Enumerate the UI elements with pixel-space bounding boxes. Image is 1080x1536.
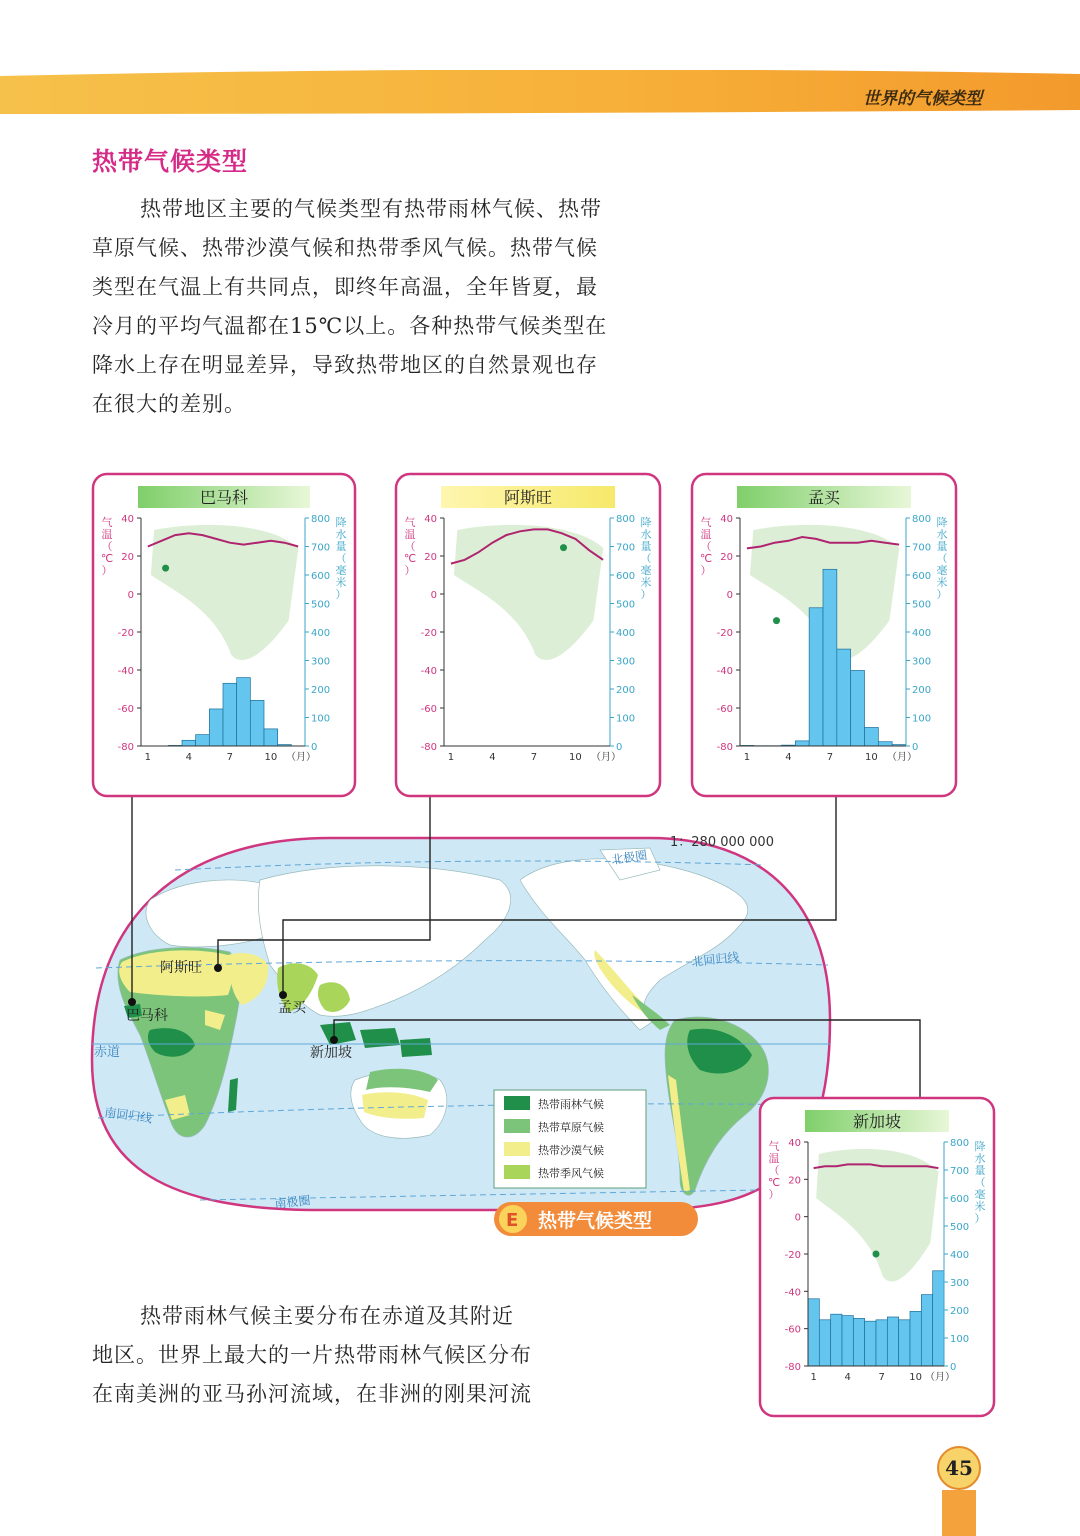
precip-tick-label: 100 xyxy=(950,1334,970,1345)
month-tick-label: 7 xyxy=(226,752,234,763)
precip-tick-label: 600 xyxy=(311,571,331,582)
precip-axis-label xyxy=(937,515,948,601)
precip-axis-label-glyph: ） xyxy=(974,1212,986,1225)
precip-tick-label: 500 xyxy=(311,599,331,611)
precip-axis-label-glyph: ） xyxy=(936,588,948,601)
temp-tick-label: 20 xyxy=(121,552,134,563)
precip-axis-label-glyph: 毫 xyxy=(335,564,347,577)
month-unit-label: （月） xyxy=(591,752,621,763)
month-tick-label: 1 xyxy=(144,752,152,763)
temp-tick-label: 20 xyxy=(720,552,733,563)
antarctic-circle-label: 南极圈 xyxy=(273,1193,312,1211)
precip-bar xyxy=(808,1299,819,1366)
temp-tick-label: -80 xyxy=(420,742,437,753)
precip-tick-label: 700 xyxy=(950,1166,970,1177)
temp-tick-label: 40 xyxy=(121,514,134,525)
month-tick-label: 7 xyxy=(878,1372,885,1383)
temp-axis-label-glyph: 气 xyxy=(101,516,113,529)
equator-label: 赤道 xyxy=(94,1045,121,1060)
temp-tick-label: -40 xyxy=(117,666,134,677)
legend-label-rainforest: 热带雨林气候 xyxy=(538,1098,604,1111)
precip-axis-label-glyph: 水 xyxy=(335,528,347,541)
month-unit-label: （月） xyxy=(286,752,316,763)
precip-bar xyxy=(887,1317,898,1366)
precip-bar xyxy=(910,1311,921,1366)
city-label-singapore: 新加坡 xyxy=(310,1045,352,1061)
temp-axis-label-glyph: ） xyxy=(101,564,113,577)
precip-tick-label: 800 xyxy=(616,514,636,525)
bottom-line: 在南美洲的亚马孙河流域，在非洲的刚果河流 xyxy=(92,1382,532,1406)
temp-tick-label: 0 xyxy=(726,590,733,601)
precip-bar xyxy=(876,1320,887,1366)
month-tick-label: 10 xyxy=(909,1372,923,1383)
temp-tick-label: -20 xyxy=(117,628,134,639)
precip-bar xyxy=(842,1316,853,1366)
page-tab xyxy=(942,1490,976,1536)
climate-chart-2 xyxy=(692,474,956,796)
precip-tick-label: 200 xyxy=(311,685,331,696)
temp-axis-label-glyph: （ xyxy=(700,540,712,553)
month-tick-label: 4 xyxy=(844,1372,851,1383)
precip-tick-label: 500 xyxy=(616,599,636,611)
precip-tick-label: 200 xyxy=(616,685,636,696)
precip-bar xyxy=(865,1321,876,1366)
month-unit-label: （月） xyxy=(887,752,917,763)
temp-axis-label-glyph: 温 xyxy=(101,528,113,541)
precip-tick-label: 0 xyxy=(950,1362,957,1373)
climate-chart-0 xyxy=(93,474,355,796)
precip-axis-label-glyph: 量 xyxy=(640,540,652,553)
temp-axis-label-glyph: ） xyxy=(768,1188,780,1201)
precip-bar xyxy=(933,1271,944,1366)
precip-tick-label: 500 xyxy=(950,1222,970,1233)
precip-axis-label xyxy=(641,515,652,601)
precip-axis-label-glyph: ） xyxy=(335,588,347,601)
chart-title: 巴马科 xyxy=(199,488,249,507)
precip-bar xyxy=(809,608,823,746)
precip-tick-label: 100 xyxy=(311,713,331,725)
temp-axis-label-glyph: 温 xyxy=(700,528,712,541)
precip-bar xyxy=(831,1314,842,1366)
precip-tick-label: 200 xyxy=(950,1306,970,1317)
legend-label-desert: 热带沙漠气候 xyxy=(538,1144,604,1157)
precip-bar xyxy=(196,735,210,746)
precip-axis-label-glyph: 毫 xyxy=(936,564,948,577)
precip-tick-label: 0 xyxy=(311,742,318,753)
bottom-line: 地区。世界上最大的一片热带雨林气候区分布 xyxy=(92,1343,532,1367)
precip-axis-label-glyph: 量 xyxy=(936,540,948,553)
temp-axis-label xyxy=(404,515,416,577)
precip-axis-label-glyph: （ xyxy=(936,552,948,565)
precip-bar xyxy=(237,678,251,746)
intro-line: 冷月的平均气温都在15℃以上。各种热带气候类型在 xyxy=(92,314,608,338)
temp-tick-label: 0 xyxy=(430,590,437,601)
month-tick-label: 7 xyxy=(530,752,538,763)
precip-tick-label: 300 xyxy=(616,656,636,668)
temp-tick-label: 40 xyxy=(788,1138,801,1149)
precip-axis-label-glyph: 水 xyxy=(936,528,948,541)
bottom-line: 热带雨林气候主要分布在赤道及其附近 xyxy=(140,1304,514,1328)
precip-bar xyxy=(921,1295,932,1366)
temp-axis-label-glyph: 气 xyxy=(768,1140,780,1153)
precip-bar xyxy=(182,740,196,746)
precip-bar xyxy=(899,1320,910,1366)
temp-axis-label-glyph: 温 xyxy=(768,1152,780,1165)
temp-tick-label: -20 xyxy=(420,628,437,639)
temp-axis-label-glyph: ℃ xyxy=(403,552,417,565)
intro-line: 热带地区主要的气候类型有热带雨林气候、热带 xyxy=(140,197,602,221)
precip-tick-label: 400 xyxy=(616,628,636,639)
page-number: 45 xyxy=(937,1446,981,1490)
precip-bar xyxy=(837,649,851,746)
precip-axis-label-glyph: 米 xyxy=(936,576,948,589)
city-label-aswan: 阿斯旺 xyxy=(160,960,202,976)
precip-bar xyxy=(264,729,278,746)
precip-tick-label: 600 xyxy=(616,571,636,582)
month-tick-label: 1 xyxy=(447,752,455,763)
temp-tick-label: -40 xyxy=(784,1287,801,1299)
month-tick-label: 10 xyxy=(264,752,278,763)
precip-axis-label-glyph: （ xyxy=(335,552,347,565)
climate-chart-group xyxy=(93,474,994,1416)
section-heading: 热带气候类型 xyxy=(92,147,249,176)
precip-axis-label-glyph: 降 xyxy=(640,516,652,529)
temp-axis-label xyxy=(101,515,113,577)
precip-axis-label-glyph: 米 xyxy=(640,576,652,589)
precip-axis-label-glyph: 毫 xyxy=(974,1188,986,1201)
chart-title: 孟买 xyxy=(807,488,841,507)
precip-tick-label: 400 xyxy=(912,628,932,639)
intro-line: 在很大的差别。 xyxy=(92,392,246,416)
precip-bar xyxy=(223,683,237,746)
chart-title: 新加坡 xyxy=(852,1112,902,1131)
precip-axis-label-glyph: 量 xyxy=(974,1164,986,1177)
precip-axis-label-glyph: 水 xyxy=(640,528,652,541)
temp-axis-label-glyph: 气 xyxy=(404,516,416,529)
figure-letter: E xyxy=(506,1210,519,1231)
city-label-bamako: 巴马科 xyxy=(126,1008,168,1024)
precip-tick-label: 300 xyxy=(912,656,932,668)
month-tick-label: 10 xyxy=(569,752,582,763)
temp-tick-label: -40 xyxy=(420,666,437,677)
precip-bar xyxy=(865,727,879,746)
tropic-of-capricorn-label: 南回归线 xyxy=(103,1105,154,1126)
temp-axis-label-glyph: 气 xyxy=(700,516,712,529)
chapter-title: 世界的气候类型 xyxy=(863,89,982,109)
temp-tick-label: 40 xyxy=(424,514,437,525)
temp-axis-label-glyph: ℃ xyxy=(767,1176,781,1189)
precip-tick-label: 100 xyxy=(912,713,932,725)
temp-tick-label: -80 xyxy=(117,742,134,753)
month-tick-label: 7 xyxy=(826,752,834,763)
temp-axis-label-glyph: （ xyxy=(768,1164,780,1177)
precip-axis-label-glyph: ） xyxy=(640,588,652,601)
precip-axis-label-glyph: （ xyxy=(640,552,652,565)
precip-tick-label: 800 xyxy=(311,514,331,525)
precip-tick-label: 400 xyxy=(950,1250,970,1261)
arctic-circle-label: 北极圈 xyxy=(610,848,649,867)
station-dot xyxy=(873,1251,880,1258)
precip-tick-label: 500 xyxy=(912,599,932,611)
month-unit-label: （月） xyxy=(925,1372,955,1383)
month-tick-label: 4 xyxy=(489,752,496,763)
temp-tick-label: -80 xyxy=(784,1362,801,1373)
precip-tick-label: 100 xyxy=(616,713,636,725)
temp-axis-label-glyph: （ xyxy=(404,540,416,553)
precip-tick-label: 300 xyxy=(311,656,331,668)
temp-tick-label: 0 xyxy=(794,1212,801,1224)
bottom-paragraph xyxy=(92,1297,612,1414)
precip-axis-label-glyph: （ xyxy=(974,1176,986,1189)
temp-axis-label-glyph: ） xyxy=(700,564,712,577)
precip-tick-label: 600 xyxy=(912,571,932,582)
map-scale: 1：280 000 000 xyxy=(670,835,774,850)
precip-tick-label: 800 xyxy=(950,1138,970,1149)
precip-tick-label: 200 xyxy=(912,685,932,696)
month-tick-label: 4 xyxy=(185,752,193,763)
precip-bar xyxy=(819,1320,830,1366)
precip-tick-label: 300 xyxy=(950,1278,970,1289)
climate-chart-3 xyxy=(760,1098,994,1416)
tropic-of-cancer-label: 北回归线 xyxy=(690,950,741,969)
temp-tick-label: 20 xyxy=(424,552,437,563)
precip-axis-label-glyph: 毫 xyxy=(640,564,652,577)
temp-tick-label: -60 xyxy=(716,704,733,715)
temp-axis-label-glyph: ℃ xyxy=(100,552,114,565)
precip-axis-label xyxy=(975,1139,986,1225)
month-tick-label: 1 xyxy=(743,752,751,763)
temp-axis-label xyxy=(700,515,712,577)
precip-tick-label: 400 xyxy=(311,628,331,639)
temp-tick-label: 20 xyxy=(788,1175,801,1187)
temp-tick-label: -20 xyxy=(784,1250,801,1261)
temp-tick-label: -60 xyxy=(420,704,437,715)
precip-tick-label: 700 xyxy=(311,542,331,554)
intro-line: 降水上存在明显差异，导致热带地区的自然景观也存 xyxy=(92,353,598,377)
temp-tick-label: -40 xyxy=(716,666,733,677)
temp-axis-label xyxy=(768,1139,780,1201)
temp-tick-label: -60 xyxy=(117,704,134,715)
station-dot xyxy=(162,565,169,572)
figure-caption: 热带气候类型 xyxy=(538,1210,653,1232)
temp-tick-label: 0 xyxy=(127,590,134,601)
precip-tick-label: 0 xyxy=(912,742,919,753)
precip-tick-label: 600 xyxy=(950,1194,970,1205)
precip-bar xyxy=(209,709,223,746)
precip-tick-label: 0 xyxy=(616,742,623,753)
precip-bar xyxy=(851,670,865,746)
precip-bar xyxy=(250,700,264,746)
temp-axis-label-glyph: ℃ xyxy=(699,552,713,565)
legend-label-monsoon: 热带季风气候 xyxy=(538,1167,604,1180)
temp-axis-label-glyph: （ xyxy=(101,540,113,553)
precip-axis-label-glyph: 米 xyxy=(335,576,347,589)
station-dot xyxy=(560,544,567,551)
intro-line: 类型在气温上有共同点，即终年高温，全年皆夏，最 xyxy=(92,275,598,299)
precip-axis-label-glyph: 降 xyxy=(936,516,948,529)
precip-tick-label: 700 xyxy=(616,542,636,554)
precip-axis-label-glyph: 量 xyxy=(335,540,347,553)
precip-bar xyxy=(823,569,837,746)
chart-title: 阿斯旺 xyxy=(503,488,553,507)
temp-axis-label-glyph: 温 xyxy=(404,528,416,541)
precip-axis-label-glyph: 降 xyxy=(335,516,347,529)
city-label-mumbai: 孟买 xyxy=(278,1000,306,1016)
month-tick-label: 1 xyxy=(810,1372,817,1383)
precip-bar xyxy=(795,741,809,746)
temp-axis-label-glyph: ） xyxy=(404,564,416,577)
temp-tick-label: -20 xyxy=(716,628,733,639)
precip-axis-label-glyph: 降 xyxy=(974,1140,986,1153)
station-dot xyxy=(773,617,780,624)
temp-tick-label: -60 xyxy=(784,1324,801,1336)
precip-axis-label xyxy=(336,515,347,601)
month-tick-label: 10 xyxy=(865,752,878,763)
month-tick-label: 4 xyxy=(785,752,792,763)
climate-chart-1 xyxy=(396,474,660,796)
precip-bar xyxy=(853,1318,864,1366)
precip-tick-label: 700 xyxy=(912,542,932,554)
intro-line: 草原气候、热带沙漠气候和热带季风气候。热带气候 xyxy=(92,236,598,260)
precip-axis-label-glyph: 米 xyxy=(974,1200,986,1213)
legend-label-savanna: 热带草原气候 xyxy=(538,1121,604,1134)
precip-axis-label-glyph: 水 xyxy=(974,1152,986,1165)
temp-tick-label: 40 xyxy=(720,514,733,525)
precip-bar xyxy=(878,742,892,746)
precip-tick-label: 800 xyxy=(912,514,932,525)
temp-tick-label: -80 xyxy=(716,742,733,753)
